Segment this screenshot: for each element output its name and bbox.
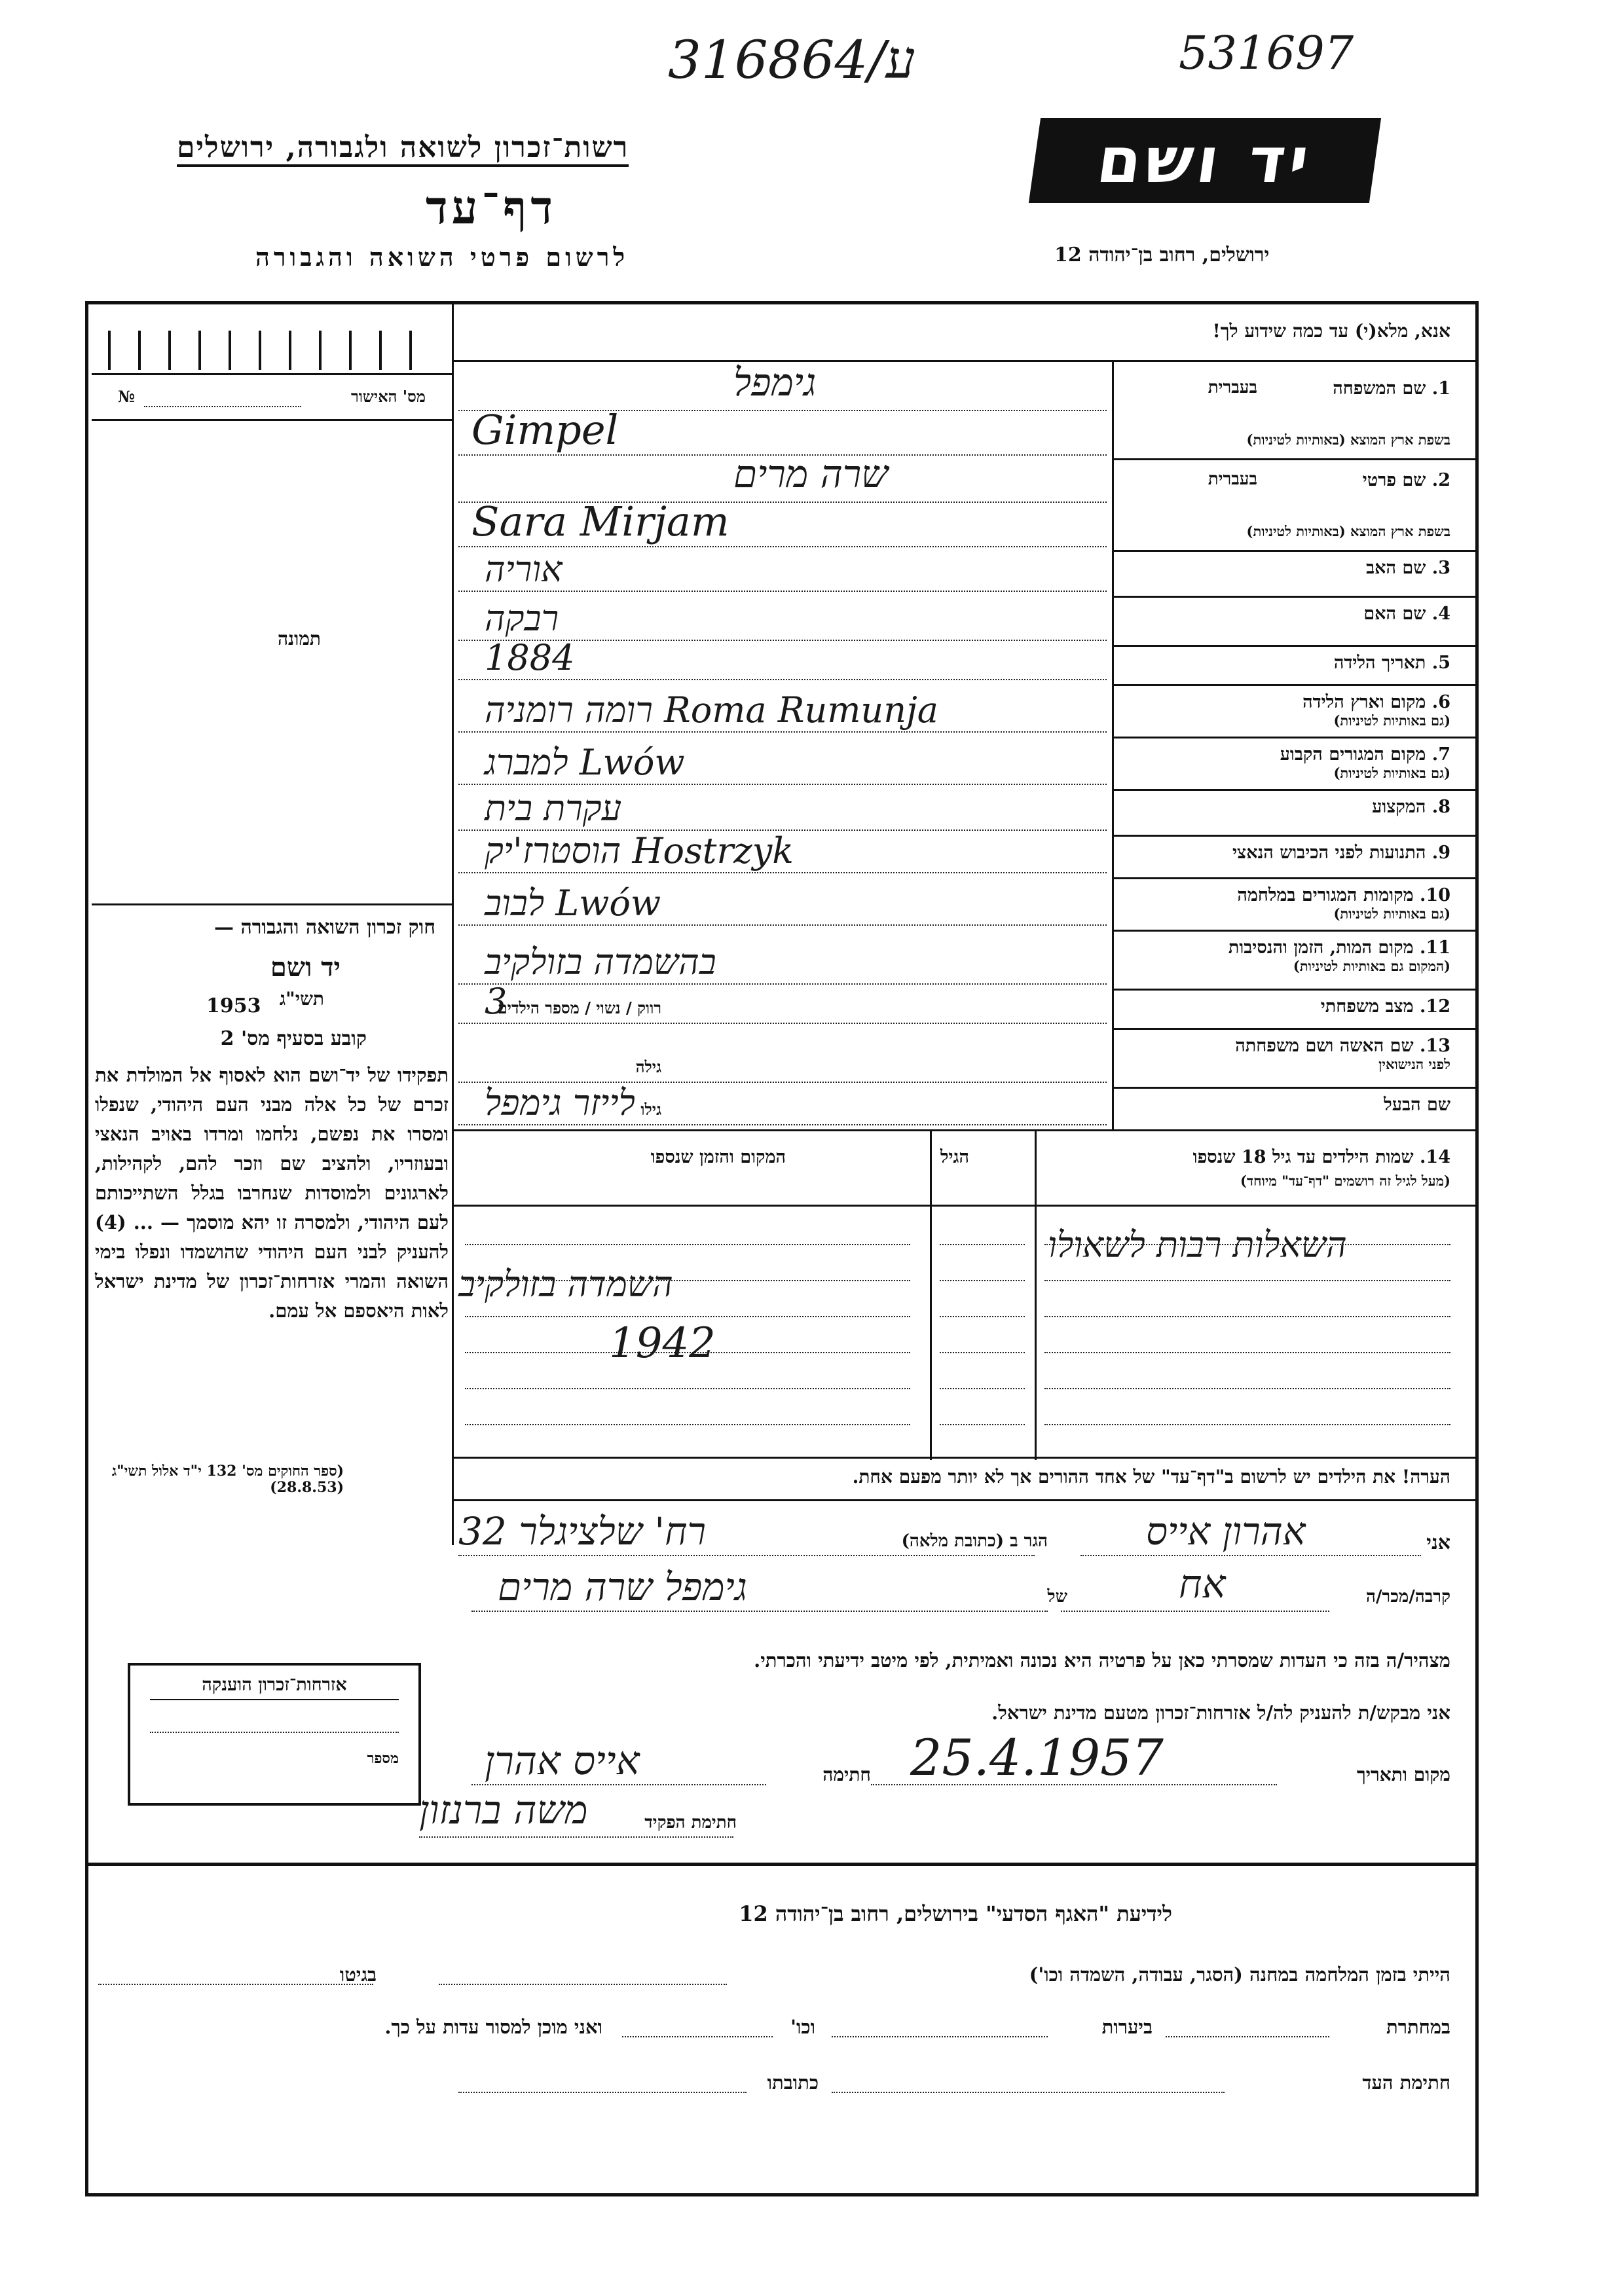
field-9-label: 9. התנועות לפני הכיבוש הנאצי (1232, 843, 1450, 863)
field-14-line (458, 1124, 1107, 1125)
field-8-value: עקרת בית (485, 788, 622, 829)
declarant-address: רח' שלציגלר 32 (458, 1509, 707, 1554)
child-line-4-2 (1044, 1388, 1450, 1389)
field-8-label: 8. המקצוע (1372, 797, 1450, 817)
child-name-entry: השאלות רבות לשאולו (1048, 1224, 1347, 1266)
field-10-sub: (גם באותיות לטיניות) (1333, 905, 1450, 922)
instruction: אנא, מלא(י) עד כמה שידוע לך! (1212, 320, 1450, 342)
law-year-he: תשי"ג (279, 988, 324, 1010)
field-3-value: אוריה (485, 549, 563, 590)
field-3-rule (1112, 596, 1475, 598)
field-7-rule (1112, 789, 1475, 791)
law-text: תפקידו של יד־ושם הוא לאסוף אל המולדת את זכרם של כל אלה מבני העם היהודי, שנפלו ומסרו את נפשם, נלחמו ומרדו באויב הנאצי ובעוזריו, ולהציב שם וזכר להם, לקהילות, לארגונים ולמוסדות שנחרבו בגלל השתייכותם לעם היהודי, ולמסרה זו יהא מוסמך — ... (4) להעניק לבני העם היהודי שהושמדו ונפלו בימי השואה והמרי אזרחות־זכרון של מדינת ישראל לאות היאספם אל עמם. (95, 1064, 449, 1322)
children-note: הערה! את הילדים יש לרשום ב"דף־עד" של אחד ההורים אך לא יותר מפעם אחת. (852, 1466, 1450, 1487)
child-line-2-1 (940, 1316, 1025, 1317)
child-line-3-1 (940, 1352, 1025, 1353)
law-reference: (ספר החוקים מס' 132 י"ד אלול תשי"ג (28.8.53) (111, 1463, 344, 1497)
field-10-label: 10. מקומות המגורים במלחמה (1237, 885, 1450, 905)
field-14-label: שם הבעל (1384, 1095, 1450, 1115)
field-12-line (458, 1023, 1107, 1024)
field-8-rule (1112, 835, 1475, 837)
field-13-rule (1112, 1087, 1475, 1089)
camp-line1-end: בגיטו (339, 1963, 377, 1986)
field-1-rule (1112, 458, 1475, 460)
cert-row-bottom (92, 419, 452, 421)
photo-label: תמונה (277, 628, 321, 649)
field-12-printed: רווק / נשוי / מספר הילדים (497, 998, 661, 1017)
field-1-value-latin: Gimpel (471, 406, 619, 454)
form-title: דף־עד (426, 180, 557, 234)
signature-value: אייס אהרן (485, 1738, 640, 1784)
field-5-label: 5. תאריך הלידה (1333, 653, 1450, 673)
camp-line2-c: וכו' (790, 2016, 815, 2038)
officer-signature: משה ברנזון (419, 1787, 588, 1833)
field-5-rule (1112, 684, 1475, 686)
children-col-1 (930, 1129, 932, 1460)
child-line-0-1 (940, 1244, 1025, 1245)
camp-line3-a: חתימת העד (1362, 2071, 1450, 2094)
note-bottom-rule (452, 1499, 1475, 1501)
children-col-place: המקום והזמן שנספו (650, 1147, 786, 1167)
child-line-1-2 (1044, 1280, 1450, 1281)
children-top-rule (452, 1129, 1475, 1131)
officer-label: חתימת הפקיד (644, 1813, 737, 1832)
field-9-line (458, 872, 1107, 873)
field-3-line (458, 591, 1107, 592)
top-right-number: 531697 (1179, 26, 1354, 80)
place-date-line (871, 1784, 1277, 1785)
field-1-label: 1. שם המשפחה (1333, 378, 1450, 399)
field-11-sub: (המקום גם באותיות לטיניות) (1293, 958, 1450, 974)
child-year-entry: 1942 (609, 1319, 716, 1368)
label-column-divider (1112, 360, 1114, 1129)
field-11-label: 11. מקום המות, הזמן והנסיבות (1228, 938, 1450, 958)
field-4-rule (1112, 645, 1475, 647)
declarant-name-line (1080, 1555, 1421, 1556)
resides-label: הגר ב (כתובת מלאה) (901, 1531, 1048, 1551)
camp-line3-a-dots (832, 2092, 1225, 2093)
field-6-rule (1112, 737, 1475, 738)
field-6-value: Roma Rumunja רומה רומניה (485, 689, 938, 731)
camp-line3-b-dots (458, 2092, 747, 2093)
signature-line (471, 1784, 766, 1785)
field-2-in-hebrew: בעברית (1208, 469, 1257, 489)
org-line: רשות־זכרון לשואה ולגבורה, ירושלים (177, 131, 629, 167)
camp-line2-c-dots (622, 2036, 773, 2037)
field-5-line (458, 679, 1107, 680)
field-1-sub: בשפת ארץ המוצא (באותיות לטיניות) (1246, 431, 1450, 448)
law-name: יד ושם (270, 952, 341, 983)
camp-header: לידיעת "האגף הסדעי" בירושלים, רחוב בן־יהודה 12 (739, 1901, 1172, 1926)
law-title: חוק זכרון השואה והגבורה — (214, 916, 435, 939)
child-line-4-0 (465, 1388, 910, 1389)
field-12-rule (1112, 1028, 1475, 1030)
memorial-citizenship-box (128, 1663, 421, 1806)
camp-line1-end-dots (98, 1984, 373, 1985)
field-6-line (458, 731, 1107, 733)
field-10-line (458, 924, 1107, 926)
children-col-age: הגיל (940, 1147, 969, 1167)
memorial-box-title: אזרחות־זכרון הוענקה (150, 1666, 399, 1700)
field-10-rule (1112, 930, 1475, 932)
memorial-box-line-1 (150, 1732, 399, 1733)
child-line-2-0 (465, 1316, 910, 1317)
cert-no-line (144, 406, 301, 407)
child-line-2-2 (1044, 1316, 1450, 1317)
field-1-value-he: גימפל (733, 360, 817, 405)
field-7-label: 7. מקום המגורים הקבוע (1280, 744, 1450, 765)
camp-line1: הייתי בזמן המלחמה במחנה (הסגר, עבודה, השמדה וכו') (1029, 1963, 1450, 1986)
relation-line (1061, 1611, 1329, 1612)
field-11-rule (1112, 989, 1475, 991)
barcode-ticks (108, 331, 435, 370)
top-handwritten-number: 316864/ע (668, 29, 915, 90)
child-line-5-1 (940, 1424, 1025, 1425)
request-text: אני מבקש/ת להעניק לה/ל אזרחות־זכרון מטעם מדינת ישראל. (991, 1702, 1450, 1724)
children-header-rule (452, 1205, 1475, 1207)
camp-top-rule (85, 1863, 1475, 1866)
logo-text: יד ושם (1092, 124, 1318, 197)
field-2-label: 2. שם פרטי (1362, 470, 1450, 490)
field-9-value: Hostrzyk הוסטרז'יק (485, 830, 794, 871)
yad-vashem-logo (1029, 118, 1381, 203)
field-13-printed: גילה (635, 1057, 661, 1076)
law-clause: קובע בסעיף מס' 2 (220, 1027, 367, 1050)
field-7-value: Lwów למברג (485, 742, 685, 783)
field-7-line (458, 784, 1107, 785)
field-12-value: 3 (485, 981, 507, 1022)
of-name-line (471, 1611, 1048, 1612)
field-6-label: 6. מקום וארץ הלידה (1302, 692, 1450, 712)
field-13-sub: לפני הנישואין (1378, 1056, 1450, 1072)
child-line-4-1 (940, 1388, 1025, 1389)
of-label: של (1047, 1587, 1067, 1607)
field-3-label: 3. שם האב (1366, 558, 1450, 578)
field-2-line-latin (458, 546, 1107, 547)
signature-label: חתימה (822, 1764, 871, 1785)
i-label: אני (1426, 1531, 1450, 1554)
relation-label: קרבה/מכר/ה (1365, 1587, 1450, 1607)
camp-line3-b: כתובתו (767, 2071, 819, 2094)
relation-value: אח (1179, 1561, 1226, 1607)
officer-line (419, 1836, 733, 1838)
child-line-1-1 (940, 1280, 1025, 1281)
note-top-rule (452, 1457, 1475, 1459)
cert-no-sign: № (118, 387, 136, 406)
field-4-label: 4. שם האם (1363, 604, 1450, 624)
law-year: 1953 (206, 994, 261, 1017)
header-address: ירושלים, רחוב בן־יהודה 12 (1054, 244, 1270, 266)
left-column-divider (452, 304, 454, 1545)
of-name: גימפל שרה מרים (498, 1565, 747, 1609)
field-1-in-hebrew: בעברית (1208, 378, 1257, 397)
field-7-sub: (גם באותיות לטיניות) (1333, 765, 1450, 781)
field-9-rule (1112, 877, 1475, 879)
camp-line2-b: ביערות (1101, 2016, 1153, 2038)
memorial-box-number-label: מספר (367, 1750, 399, 1767)
child-line-0-0 (465, 1244, 910, 1245)
instruction-rule (452, 360, 1475, 362)
form-subtitle: לרשום פרטי השואה והגבורה (255, 242, 629, 272)
field-11-value: בהשמדה בזולקיב (485, 941, 716, 983)
barcode-bottom (92, 373, 452, 375)
child-line-3-2 (1044, 1352, 1450, 1353)
field-2-sub: בשפת ארץ המוצא (באותיות לטיניות) (1246, 523, 1450, 539)
declarant-name: אהרון אייס (1146, 1509, 1306, 1554)
law-top-rule (92, 903, 452, 905)
field-6-sub: (גם באותיות לטיניות) (1333, 712, 1450, 729)
camp-line1-dots (439, 1984, 727, 1985)
field-5-value: 1884 (485, 637, 575, 678)
camp-line2-a: במחתרת (1386, 2016, 1450, 2038)
camp-line2-d: ואני מוכן למסור עדות על כך. (384, 2016, 602, 2038)
child-line-5-2 (1044, 1424, 1450, 1425)
children-col-2 (1035, 1129, 1037, 1460)
field-13-label: 13. שם האשה ושם משפחתה (1235, 1036, 1450, 1056)
field-2-rule (1112, 550, 1475, 552)
camp-line2-b-dots (832, 2036, 1048, 2037)
camp-line2-a-dots (1166, 2036, 1329, 2037)
children-label: 14. שמות הילדים עד גיל 18 שנספו (1192, 1147, 1450, 1167)
field-10-value: Lwów לבוב (485, 883, 661, 924)
children-label-sub: (מעל לגיל זה רושמים "דף־עד" מיוחד) (1240, 1173, 1450, 1189)
field-4-value: רבקה (485, 598, 559, 639)
child-place-entry: השמדה בזולקיב (458, 1264, 673, 1305)
field-14-printed: גילו (640, 1100, 661, 1119)
field-14-value: לייזר גימפל (485, 1082, 635, 1123)
child-line-5-0 (465, 1424, 910, 1425)
cert-no-label: מס' האישור (350, 387, 426, 406)
place-date-value: 25.4.1957 (910, 1728, 1164, 1787)
declaration-text: מצהיר/ה בזה כי העדות שמסרתי כאן על פרטיה היא נכונה ואמיתית, לפי מיטב ידיעתי והכרתי. (754, 1649, 1450, 1671)
field-2-value-latin: Sara Mirjam (471, 498, 729, 545)
field-11-line (458, 983, 1107, 985)
field-12-label: 12. מצב משפחתי (1320, 996, 1450, 1017)
field-2-value-he: שרה מרים (733, 452, 889, 496)
place-date-label: מקום ותאריך (1356, 1764, 1450, 1785)
address-line (458, 1555, 1035, 1556)
